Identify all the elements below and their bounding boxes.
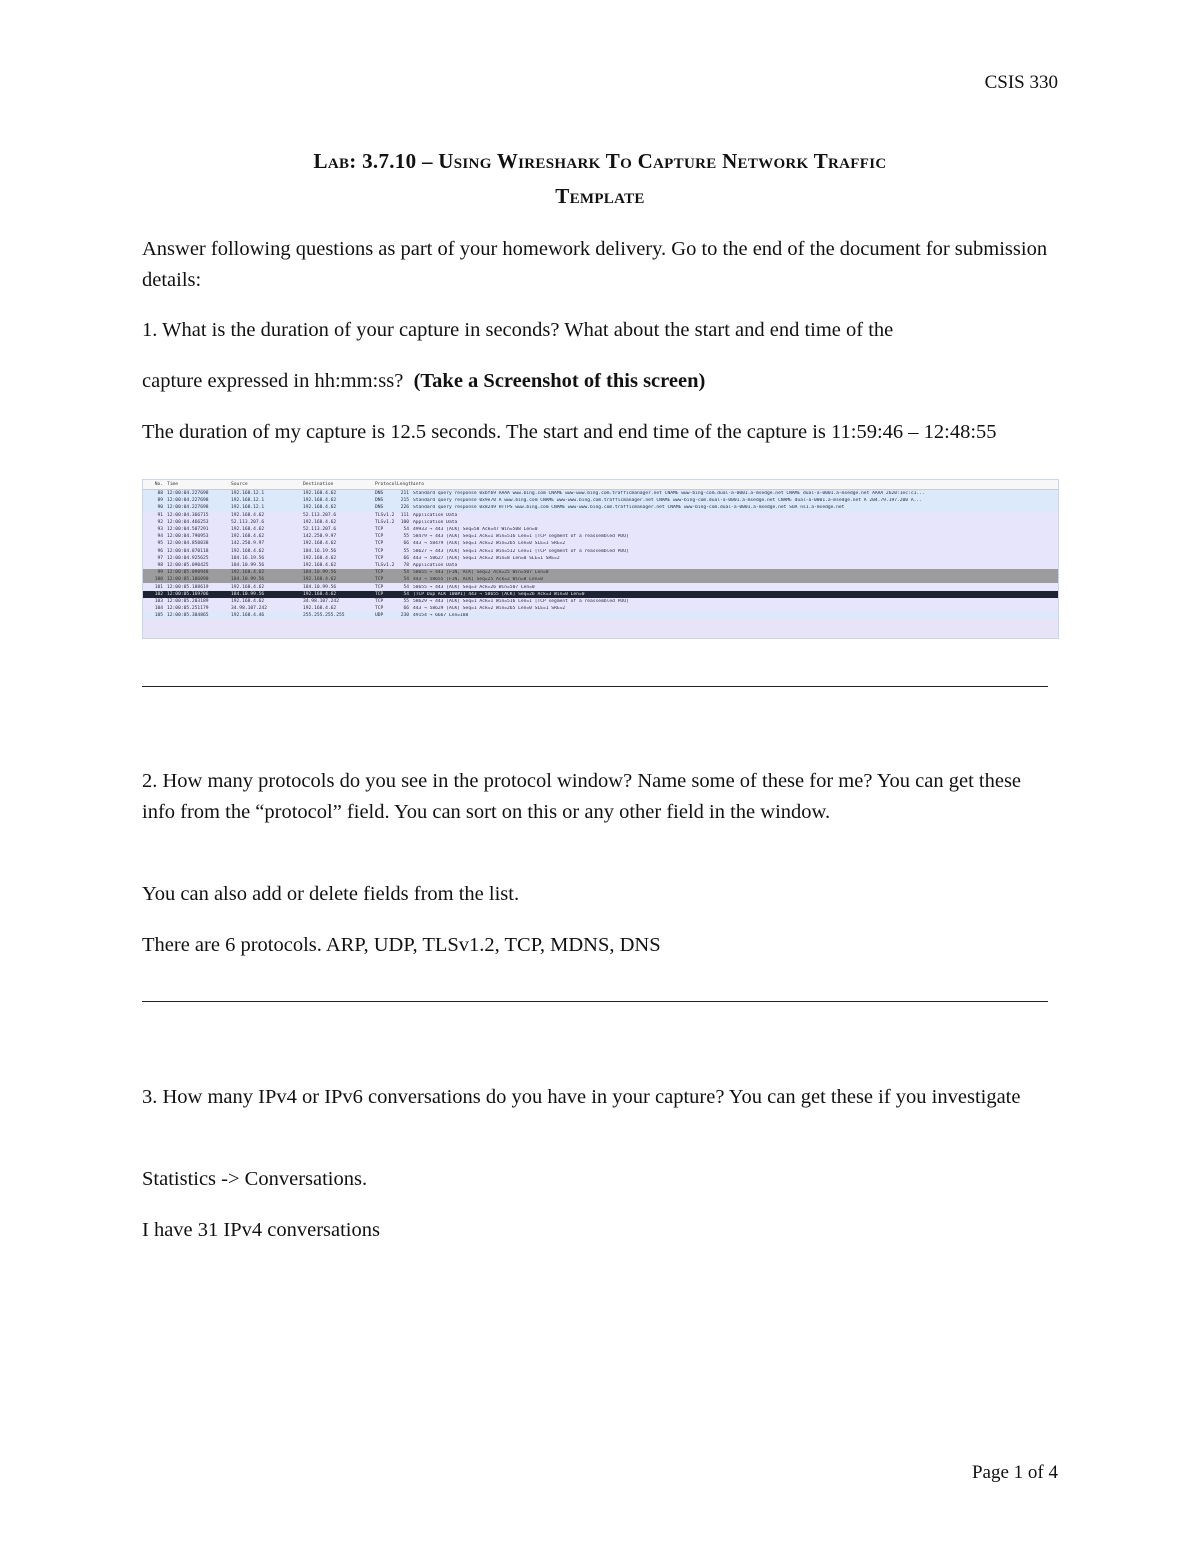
- packet-cell-dst: 192.168.4.62: [303, 555, 337, 561]
- packet-cell-proto: TCP: [375, 591, 384, 597]
- packet-cell-src: 192.168.4.62: [231, 548, 265, 554]
- packet-cell-no: 94: [157, 534, 163, 540]
- packet-row[interactable]: [143, 598, 1058, 605]
- packet-cell-dst: 192.168.4.62: [303, 562, 337, 568]
- answer-1: The duration of my capture is 12.5 seconds. The start and end time of the capture is 11:59:46 – 12:48:55: [142, 421, 997, 443]
- packet-cell-proto: TCP: [375, 527, 384, 533]
- column-header[interactable]: No.: [154, 482, 163, 487]
- packet-cell-proto: TCP: [375, 555, 384, 561]
- packet-cell-proto: DNS: [375, 498, 384, 504]
- packet-cell-src: 184.10.99.56: [231, 591, 265, 597]
- packet-cell-no: 90: [157, 505, 163, 511]
- packet-row[interactable]: [143, 569, 1058, 576]
- packet-row[interactable]: [143, 576, 1058, 583]
- packet-cell-proto: UDP: [375, 613, 384, 619]
- packet-cell-len: 55: [403, 548, 409, 554]
- packet-cell-len: 230: [400, 613, 409, 619]
- packet-cell-no: 92: [157, 519, 163, 525]
- packet-cell-src: 184.10.99.56: [231, 577, 265, 583]
- packet-cell-time: 12:00:05.098948: [167, 570, 209, 576]
- title-segment: RAFFIC: [828, 156, 887, 172]
- packet-cell-info: 443 → 58479 [ACK] Seq=1 Ack=2 Win=265 Len=0 SLE=1 SRE=2: [413, 541, 566, 547]
- packet-cell-proto: TLSv1.2: [375, 512, 395, 518]
- packet-cell-no: 104: [154, 606, 163, 612]
- column-header[interactable]: Protocol: [375, 482, 398, 487]
- packet-cell-len: 111: [400, 512, 409, 518]
- packet-cell-no: 88: [157, 491, 163, 497]
- packet-cell-time: 12:00:05.169706: [167, 591, 209, 597]
- question-1-line-1: 1. What is the duration of your capture in seconds? What about the start and end time of the: [142, 319, 894, 341]
- packet-cell-no: 89: [157, 498, 163, 504]
- packet-cell-dst: 52.113.207.6: [303, 512, 337, 518]
- packet-cell-dst: 34.98.107.242: [303, 598, 339, 604]
- title-segment: APTURE: [653, 156, 717, 172]
- packet-cell-info: 49933 → 443 [ACK] Seq=58 Ack=47 Win=508 Len=0: [413, 527, 538, 533]
- packet-cell-time: 12:00:05.188619: [167, 584, 209, 590]
- packet-cell-proto: TCP: [375, 598, 384, 604]
- packet-row[interactable]: [143, 562, 1058, 569]
- packet-cell-proto: TCP: [375, 541, 384, 547]
- packet-cell-info: [TCP Dup ACK 100#1] 443 → 58655 [ACK] Seq=26 Ack=3 Win=0 Len=0: [413, 591, 585, 597]
- packet-cell-time: 12:00:04.466253: [167, 519, 209, 525]
- packet-cell-no: 98: [157, 562, 163, 568]
- packet-cell-src: 192.168.4.46: [231, 613, 265, 619]
- packet-row[interactable]: [143, 497, 1058, 504]
- packet-cell-no: 96: [157, 548, 163, 554]
- packet-cell-time: 12:00:04.790953: [167, 534, 209, 540]
- packet-cell-proto: TCP: [375, 577, 384, 583]
- packet-cell-proto: TLSv1.2: [375, 562, 395, 568]
- packet-cell-time: 12:00:04.850038: [167, 541, 209, 547]
- title-segment: T: [600, 149, 621, 173]
- packet-row[interactable]: [143, 612, 1058, 619]
- packet-cell-no: 95: [157, 541, 163, 547]
- packet-row[interactable]: [143, 583, 1058, 590]
- packet-cell-info: 49154 → 6667 Len=188: [413, 613, 469, 619]
- packet-cell-dst: 192.168.4.62: [303, 505, 337, 511]
- question-1-text: capture expressed in hh:mm:ss?: [142, 370, 414, 392]
- packet-cell-src: 192.168.4.62: [231, 584, 265, 590]
- wireshark-packet-list: [142, 479, 1059, 639]
- title-segment: T: [555, 184, 570, 208]
- packet-cell-proto: TLSv1.2: [375, 519, 395, 525]
- packet-cell-info: Application Data: [413, 519, 458, 525]
- packet-cell-info: 58655 → 443 [FIN, ACK] Seq=2 Ack=25 Win=507 Len=0: [413, 570, 549, 576]
- intro-paragraph: Answer following questions as part of your homework delivery. Go to the end of the document for submission details:: [142, 238, 1048, 291]
- packet-row[interactable]: [143, 540, 1058, 547]
- packet-cell-info: Standard query response 0x9e70 A www.bing.com CNAME www-www.bing.com.trafficmanager.net CNAME www-bing-com.dual-a-0001.a-msedge.net CNAME dual-a-0001.a-msedge.net A 204.79.197.200 A...: [413, 498, 922, 504]
- packet-cell-dst: 192.168.4.62: [303, 606, 337, 612]
- title-segment: T: [808, 149, 829, 173]
- packet-cell-no: 91: [157, 512, 163, 518]
- packet-cell-info: Application Data: [413, 512, 458, 518]
- title-segment: L: [313, 149, 328, 173]
- packet-cell-src: 192.168.12.1: [231, 498, 265, 504]
- column-header[interactable]: Info: [413, 482, 425, 487]
- packet-row[interactable]: [143, 526, 1058, 533]
- packet-cell-time: 12:00:04.227698: [167, 491, 209, 497]
- packet-cell-src: 52.113.207.6: [231, 519, 265, 525]
- title-segment: N: [716, 149, 738, 173]
- packet-cell-dst: 192.168.4.62: [303, 519, 337, 525]
- packet-cell-dst: 142.250.9.97: [303, 534, 337, 540]
- question-2: 2. How many protocols do you see in the protocol window? Name some of these for me? You can get these info from the “protocol” field. You can sort on this or any other field in the window.: [142, 770, 1022, 823]
- packet-cell-len: 55: [403, 598, 409, 604]
- packet-row[interactable]: [143, 605, 1058, 612]
- title-segment: SING: [453, 156, 492, 172]
- packet-cell-src: 184.10.99.56: [231, 562, 265, 568]
- packet-cell-proto: TCP: [375, 534, 384, 540]
- packet-row[interactable]: [143, 519, 1058, 526]
- answer-2: There are 6 protocols. ARP, UDP, TLSv1.2, TCP, MDNS, DNS: [142, 934, 661, 956]
- packet-cell-src: 192.168.4.62: [231, 598, 265, 604]
- answer-divider: [142, 686, 1048, 687]
- packet-cell-no: 103: [154, 598, 163, 604]
- packet-row[interactable]: [143, 490, 1058, 497]
- packet-cell-time: 12:00:04.507291: [167, 527, 209, 533]
- packet-cell-info: Standard query response 0xbfb9 AAAA www.bing.com CNAME www-www.bing.com.trafficmanager.net CNAME www-bing-com.dual-a-0001.a-msedge.net CNAME dual-a-0001.a-msedge.net AAAA 2620:1ec:c1...: [413, 491, 925, 497]
- packet-cell-dst: 184.10.99.56: [303, 570, 337, 576]
- packet-cell-proto: TCP: [375, 606, 384, 612]
- packet-list-header: [143, 480, 1058, 490]
- packet-cell-info: 58629 → 443 [ACK] Seq=1 Ack=1 Win=516 Len=1 [TCP segment of a reassembled PDU]: [413, 598, 629, 604]
- packet-cell-dst: 184.10.99.56: [303, 584, 337, 590]
- title-segment: C: [632, 149, 654, 173]
- packet-cell-src: 192.168.12.1: [231, 491, 265, 497]
- packet-cell-len: 215: [400, 498, 409, 504]
- packet-cell-dst: 192.168.4.62: [303, 498, 337, 504]
- column-header[interactable]: Source: [231, 482, 248, 487]
- packet-cell-info: 58479 → 443 [ACK] Seq=1 Ack=1 Win=516 Len=1 [TCP segment of a reassembled PDU]: [413, 534, 629, 540]
- document-title: [142, 145, 1058, 215]
- packet-cell-len: 54: [403, 527, 409, 533]
- packet-cell-len: 78: [403, 562, 409, 568]
- packet-cell-no: 101: [154, 584, 163, 590]
- packet-cell-no: 102: [154, 591, 163, 597]
- answer-divider: [142, 1001, 1048, 1002]
- packet-cell-no: 93: [157, 527, 163, 533]
- packet-rows: [143, 490, 1058, 619]
- packet-cell-len: 54: [403, 570, 409, 576]
- packet-cell-proto: TCP: [375, 584, 384, 590]
- packet-cell-time: 12:00:04.227698: [167, 498, 209, 504]
- packet-row[interactable]: [143, 591, 1058, 598]
- packet-cell-len: 54: [403, 584, 409, 590]
- question-3-path: Statistics -> Conversations.: [142, 1168, 368, 1190]
- title-line-1: [142, 145, 1058, 180]
- answer-3: I have 31 IPv4 conversations: [142, 1219, 380, 1241]
- packet-cell-src: 192.168.4.62: [231, 534, 265, 540]
- packet-cell-time: 12:00:05.186090: [167, 577, 209, 583]
- column-header[interactable]: Length: [397, 482, 414, 487]
- packet-cell-len: 66: [403, 541, 409, 547]
- packet-cell-src: 34.98.107.242: [231, 606, 267, 612]
- packet-cell-dst: 255.255.255.255: [303, 613, 345, 619]
- packet-cell-no: 99: [157, 570, 163, 576]
- question-1-line-2: [142, 366, 1058, 397]
- title-segment: ETWORK: [737, 156, 809, 172]
- packet-cell-dst: 192.168.4.62: [303, 591, 337, 597]
- packet-cell-src: 184.16.19.56: [231, 555, 265, 561]
- packet-cell-time: 12:00:05.251179: [167, 606, 209, 612]
- packet-cell-dst: 52.113.207.6: [303, 527, 337, 533]
- page-number: Page 1 of 4: [971, 1462, 1058, 1483]
- packet-cell-time: 12:00:05.090425: [167, 562, 209, 568]
- packet-cell-proto: DNS: [375, 491, 384, 497]
- packet-cell-no: 100: [154, 577, 163, 583]
- packet-cell-src: 192.168.4.62: [231, 527, 265, 533]
- packet-cell-len: 54: [403, 577, 409, 583]
- packet-cell-time: 12:00:05.304865: [167, 613, 209, 619]
- packet-cell-info: Standard query response 0x8249 HTTPS www.bing.com CNAME www-www.bing.com.trafficmanager.net CNAME www-bing-com.dual-a-0001.a-msedge.net SOA ns1.a-msedge.net: [413, 505, 845, 511]
- column-header[interactable]: Time: [167, 482, 179, 487]
- packet-cell-info: Application Data: [413, 562, 458, 568]
- packet-cell-src: 192.168.4.62: [231, 570, 265, 576]
- course-code: CSIS 330: [984, 72, 1058, 93]
- packet-cell-src: 142.250.9.97: [231, 541, 265, 547]
- question-3: 3. How many IPv4 or IPv6 conversations do you have in your capture? You can get these if you investigate: [142, 1086, 1021, 1108]
- packet-cell-time: 12:00:04.366715: [167, 512, 209, 518]
- packet-row[interactable]: [143, 512, 1058, 519]
- column-header[interactable]: Destination: [303, 482, 334, 487]
- packet-cell-len: 100: [400, 519, 409, 525]
- packet-cell-time: 12:00:04.227698: [167, 505, 209, 511]
- packet-cell-src: 192.168.4.62: [231, 512, 265, 518]
- packet-cell-info: 58655 → 443 [ACK] Seq=3 Ack=26 Win=507 Len=0: [413, 584, 535, 590]
- packet-cell-dst: 184.16.19.56: [303, 548, 337, 554]
- packet-cell-src: 192.168.12.1: [231, 505, 265, 511]
- packet-cell-info: 443 → 58629 [ACK] Seq=1 Ack=2 Win=265 Len=0 SLE=1 SRE=2: [413, 606, 566, 612]
- title-segment: O: [620, 156, 633, 172]
- screenshot-instruction: (Take a Screenshot of this screen): [413, 370, 706, 392]
- question-2-note: You can also add or delete fields from the list.: [142, 883, 520, 905]
- packet-cell-len: 66: [403, 606, 409, 612]
- title-segment: EMPLATE: [569, 191, 645, 207]
- packet-cell-no: 97: [157, 555, 163, 561]
- packet-cell-len: 55: [403, 534, 409, 540]
- packet-cell-proto: DNS: [375, 505, 384, 511]
- packet-row[interactable]: [143, 504, 1058, 511]
- title-line-2: [142, 180, 1058, 215]
- packet-cell-dst: 192.168.4.62: [303, 491, 337, 497]
- packet-cell-time: 12:00:04.925625: [167, 555, 209, 561]
- title-segment: AB: [327, 156, 350, 172]
- packet-cell-len: 54: [403, 591, 409, 597]
- packet-cell-dst: 192.168.4.62: [303, 577, 337, 583]
- packet-cell-no: 105: [154, 613, 163, 619]
- packet-row[interactable]: [143, 548, 1058, 555]
- packet-row[interactable]: [143, 555, 1058, 562]
- packet-cell-len: 211: [400, 491, 409, 497]
- packet-cell-proto: TCP: [375, 548, 384, 554]
- packet-cell-proto: TCP: [375, 570, 384, 576]
- packet-cell-info: 443 → 58655 [FIN, ACK] Seq=25 Ack=2 Win=0 Len=0: [413, 577, 543, 583]
- title-segment: : 3.7.10 – U: [349, 149, 454, 173]
- title-segment: W: [491, 149, 519, 173]
- packet-cell-time: 12:00:05.203189: [167, 598, 209, 604]
- packet-cell-len: 66: [403, 555, 409, 561]
- packet-cell-info: 58627 → 443 [ACK] Seq=1 Ack=1 Win=512 Len=1 [TCP segment of a reassembled PDU]: [413, 548, 629, 554]
- packet-cell-len: 226: [400, 505, 409, 511]
- packet-cell-info: 443 → 58627 [ACK] Seq=1 Ack=2 Win=8 Len=0 SLE=1 SRE=2: [413, 555, 560, 561]
- packet-cell-dst: 192.168.4.62: [303, 541, 337, 547]
- packet-row[interactable]: [143, 533, 1058, 540]
- title-segment: IRESHARK: [518, 156, 601, 172]
- packet-cell-time: 12:00:04.870118: [167, 548, 209, 554]
